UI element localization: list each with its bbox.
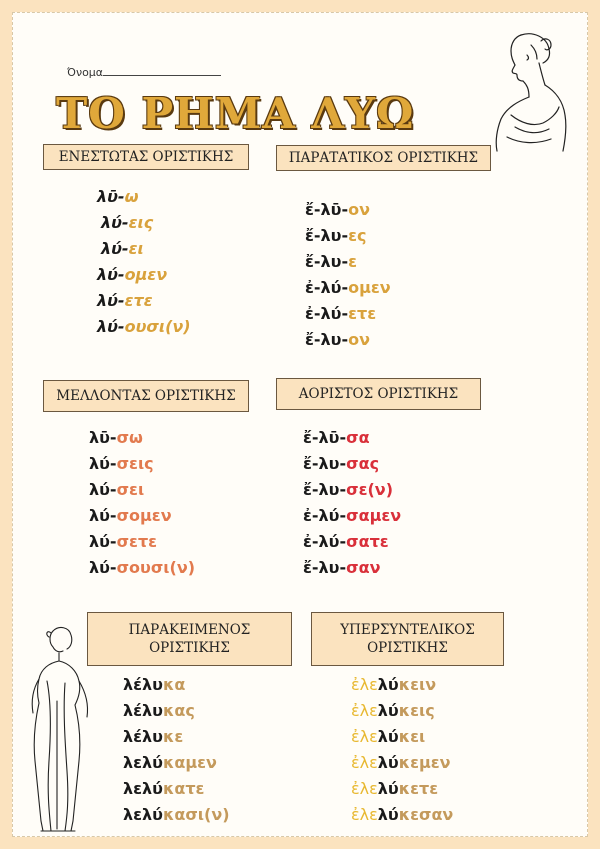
verb-stem: λύ — [377, 753, 399, 772]
verb-stem: ἔ-λυ- — [305, 226, 349, 245]
verb-ending: κει — [398, 727, 426, 746]
verb-ending: κειν — [398, 675, 437, 694]
verb-form — [97, 288, 191, 314]
verb-stem: ἔ-λυ- — [305, 252, 349, 271]
verb-form — [89, 451, 195, 477]
verb-form — [303, 555, 401, 581]
verb-form — [123, 698, 230, 724]
verb-form — [89, 555, 195, 581]
heading-enestotas: ΕΝΕΣΤΩΤΑΣ ΟΡΙΣΤΙΚΗΣ — [43, 144, 249, 170]
verb-ending: ομεν — [348, 278, 391, 297]
verb-stem: λύ — [377, 701, 399, 720]
verb-form — [89, 425, 195, 451]
verb-form — [351, 750, 453, 776]
verb-ending: σεις — [116, 454, 154, 473]
verb-form — [351, 672, 453, 698]
verb-ending: σα — [346, 428, 370, 447]
verb-ending: σε(ν) — [346, 480, 394, 499]
verb-stem: λύ- — [101, 239, 129, 258]
verb-stem: ἔ-λυ- — [303, 454, 347, 473]
verb-form — [97, 262, 191, 288]
verb-form — [97, 184, 191, 210]
list-parakeimenos — [123, 672, 230, 828]
name-field[interactable] — [67, 65, 221, 79]
verb-stem: λῡ- — [89, 428, 117, 447]
verb-ending: ομεν — [124, 265, 168, 284]
verb-ending: ω — [124, 187, 139, 206]
verb-form — [351, 698, 453, 724]
verb-stem: λῡ- — [97, 187, 125, 206]
verb-stem: λύ- — [101, 213, 129, 232]
list-paratatikos — [305, 197, 391, 353]
verb-stem: λύ- — [97, 265, 125, 284]
heading-ypersyntelikos: ΥΠΕΡΣΥΝΤΕΛΙΚΟΣ ΟΡΙΣΤΙΚΗΣ — [311, 612, 504, 666]
verb-ending: ει — [128, 239, 144, 258]
verb-stem: ἐ-λύ- — [305, 304, 349, 323]
verb-ending: κατε — [162, 779, 205, 798]
verb-form — [351, 776, 453, 802]
heading-paratatikos: ΠΑΡΑΤΑΤΙΚΟΣ ΟΡΙΣΤΙΚΗΣ — [276, 145, 491, 171]
verb-ending: σατε — [346, 532, 389, 551]
verb-ending: σαμεν — [346, 506, 402, 525]
verb-ending: καμεν — [162, 753, 217, 772]
page-title: ΤΟ ΡΗΜΑ ΛΥΩ — [56, 89, 415, 138]
name-blank-line[interactable] — [103, 65, 221, 76]
verb-ending: εις — [128, 213, 154, 232]
verb-stem: ἔ-λῡ- — [305, 200, 349, 219]
verb-ending: ετε — [124, 291, 153, 310]
verb-ending: σαν — [346, 558, 381, 577]
verb-form — [305, 301, 391, 327]
verb-ending: κεσαν — [398, 805, 454, 824]
verb-stem: ἐ-λύ- — [303, 532, 347, 551]
verb-prefix: ἐλε — [351, 805, 378, 824]
verb-prefix: ἐλε — [351, 675, 378, 694]
verb-ending: σετε — [116, 532, 158, 551]
verb-form — [303, 503, 401, 529]
verb-form — [305, 249, 391, 275]
verb-stem: λύ — [377, 779, 399, 798]
verb-stem: ἔ-λυ- — [305, 330, 349, 349]
verb-form — [303, 451, 401, 477]
verb-ending: κα — [162, 675, 186, 694]
verb-stem: ἔ-λῡ- — [303, 428, 347, 447]
verb-form — [123, 724, 230, 750]
verb-stem: λύ — [377, 727, 399, 746]
worksheet — [12, 12, 588, 837]
verb-stem: λέλυ — [123, 675, 163, 694]
verb-ending: ετε — [348, 304, 377, 323]
verb-form — [303, 425, 401, 451]
verb-prefix: ἐλε — [351, 753, 378, 772]
greek-statue-illustration — [17, 621, 95, 836]
verb-stem: λελύ — [123, 753, 163, 772]
verb-ending: ουσι(ν) — [124, 317, 191, 336]
verb-ending: ε — [348, 252, 358, 271]
name-label: Όνομα — [67, 66, 104, 79]
verb-form — [305, 275, 391, 301]
verb-form — [351, 802, 453, 828]
verb-form — [89, 503, 195, 529]
verb-ending: κεις — [398, 701, 435, 720]
verb-prefix: ἐλε — [351, 727, 378, 746]
list-aoristos — [303, 425, 401, 581]
verb-ending: κεμεν — [398, 753, 451, 772]
list-ypersyntelikos — [351, 672, 453, 828]
verb-stem: λύ — [377, 805, 399, 824]
verb-stem: λύ- — [89, 532, 117, 551]
verb-stem: λύ- — [89, 558, 117, 577]
verb-ending: σει — [116, 480, 145, 499]
verb-form — [97, 236, 191, 262]
heading-parakeimenos: ΠΑΡΑΚΕΙΜΕΝΟΣ ΟΡΙΣΤΙΚΗΣ — [87, 612, 292, 666]
verb-ending: κε — [162, 727, 184, 746]
verb-form — [305, 223, 391, 249]
verb-prefix: ἐλε — [351, 701, 378, 720]
list-mellontas — [89, 425, 195, 581]
verb-prefix: ἐλε — [351, 779, 378, 798]
verb-form — [305, 197, 391, 223]
verb-stem: λύ- — [97, 291, 125, 310]
verb-form — [123, 750, 230, 776]
verb-stem: ἔ-λυ- — [303, 480, 347, 499]
verb-ending: ον — [348, 200, 371, 219]
verb-form — [89, 529, 195, 555]
verb-stem: λύ- — [89, 480, 117, 499]
verb-ending: κασι(ν) — [162, 805, 230, 824]
verb-ending: κετε — [398, 779, 439, 798]
verb-stem: λύ- — [89, 454, 117, 473]
verb-ending: σομεν — [116, 506, 172, 525]
verb-form — [303, 529, 401, 555]
verb-ending: ες — [348, 226, 367, 245]
verb-form — [97, 210, 191, 236]
heading-aoristos: ΑΟΡΙΣΤΟΣ ΟΡΙΣΤΙΚΗΣ — [276, 378, 481, 410]
verb-stem: ἐ-λύ- — [305, 278, 349, 297]
verb-ending: σας — [346, 454, 380, 473]
verb-stem: λέλυ — [123, 727, 163, 746]
verb-ending: κας — [162, 701, 195, 720]
verb-form — [123, 776, 230, 802]
greek-bust-illustration — [471, 27, 571, 153]
verb-form — [305, 327, 391, 353]
verb-form — [123, 802, 230, 828]
verb-stem: λέλυ — [123, 701, 163, 720]
verb-stem: ἐ-λύ- — [303, 506, 347, 525]
verb-ending: σουσι(ν) — [116, 558, 196, 577]
verb-stem: λύ — [377, 675, 399, 694]
verb-form — [351, 724, 453, 750]
verb-form — [89, 477, 195, 503]
verb-form — [303, 477, 401, 503]
verb-stem: ἔ-λυ- — [303, 558, 347, 577]
verb-form — [123, 672, 230, 698]
verb-ending: ον — [348, 330, 371, 349]
verb-stem: λελύ — [123, 805, 163, 824]
verb-form — [97, 314, 191, 340]
verb-stem: λύ- — [97, 317, 125, 336]
verb-stem: λύ- — [89, 506, 117, 525]
verb-stem: λελύ — [123, 779, 163, 798]
verb-ending: σω — [116, 428, 143, 447]
list-enestotas — [97, 184, 191, 340]
heading-mellontas: ΜΕΛΛΟΝΤΑΣ ΟΡΙΣΤΙΚΗΣ — [43, 380, 249, 412]
